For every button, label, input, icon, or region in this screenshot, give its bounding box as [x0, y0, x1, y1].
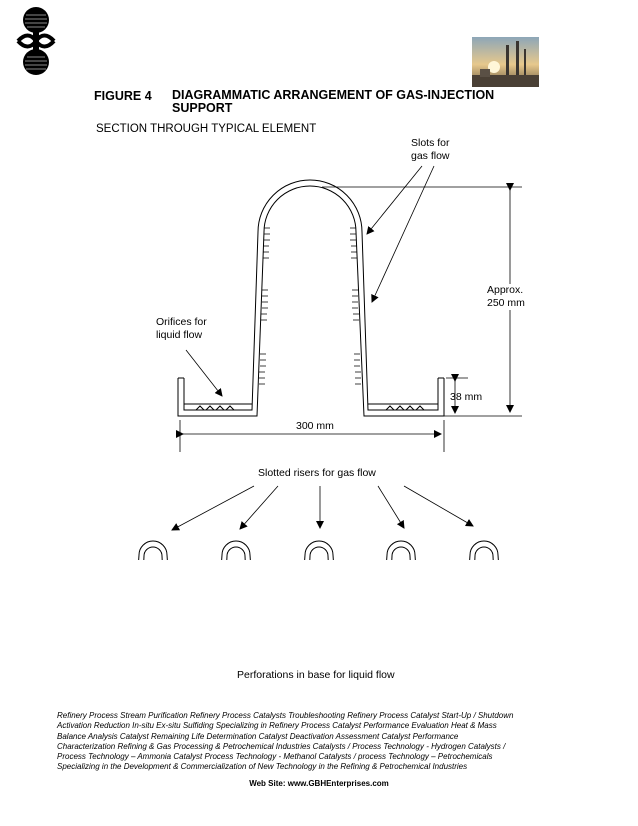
- section-title: SECTION THROUGH TYPICAL ELEMENT: [96, 123, 317, 135]
- dim-300-label: 300 mm: [296, 420, 334, 432]
- footer-line: Specializing in the Development & Commercialization of New Technology in the Refining & Petrochemical Industries: [57, 762, 468, 772]
- figure-title: DIAGRAMMATIC ARRANGEMENT OF GAS-INJECTION SUPPORT: [172, 88, 495, 115]
- slotted-riser: [302, 541, 336, 560]
- figure-number: FIGURE 4: [94, 89, 152, 103]
- slotted-risers-label: Slotted risers for gas flow: [258, 467, 376, 479]
- footer-line: Process Technology – Ammonia Catalyst Process Technology - Methanol Catalysts / process Technology – Petrochemicals: [57, 752, 493, 762]
- approx-height-label: [486, 284, 526, 310]
- perforations-label: Perforations in base for liquid flow: [237, 669, 395, 681]
- slotted-riser: [136, 541, 170, 560]
- orifices-label: [156, 316, 207, 342]
- footer-line: Balance Analysis Catalyst Remaining Life Determination Catalyst Deactivation Assessment Catalyst Performance: [57, 731, 459, 741]
- orifices: [196, 406, 424, 410]
- leader-arrows-top: [186, 166, 434, 396]
- leader-arrows-risers: [172, 486, 473, 530]
- element-section-drawing: [178, 180, 444, 416]
- orifices-label-line1: Orifices for: [156, 316, 207, 328]
- approx-label-line1: Approx.: [487, 284, 524, 296]
- slotted-riser: [467, 541, 501, 560]
- approx-label-line2: 250 mm: [487, 297, 525, 309]
- footer-line: Activation Reduction In-situ Ex-situ Sulfiding Specializing in Refinery Process Catalyst Performance Evaluation Heat & Mass: [57, 721, 497, 731]
- footer-line: Refinery Process Stream Purification Refinery Process Catalysts Troubleshooting Refinery Process Catalyst Start-Up / Shutdown: [57, 711, 514, 720]
- slotted-riser: [219, 541, 253, 560]
- dim-38-label: 38 mm: [450, 391, 483, 403]
- footer-line: Characterization Refining & Gas Processing & Petrochemical Industries Catalysts / Process Technology - Hydrogen Catalysts /: [57, 741, 506, 751]
- slots-label-line2: gas flow: [411, 150, 450, 162]
- dimension-lines: [180, 187, 522, 452]
- riser-row: [115, 541, 522, 560]
- orifices-label-line2: liquid flow: [156, 329, 203, 341]
- website-link[interactable]: Web Site: www.GBHEnterprises.com: [249, 779, 389, 788]
- slotted-riser: [384, 541, 418, 560]
- riser-slots: [259, 228, 361, 384]
- slots-label: [411, 137, 450, 163]
- slots-label-line1: Slots for: [411, 137, 450, 149]
- footer-services-text: [57, 711, 557, 773]
